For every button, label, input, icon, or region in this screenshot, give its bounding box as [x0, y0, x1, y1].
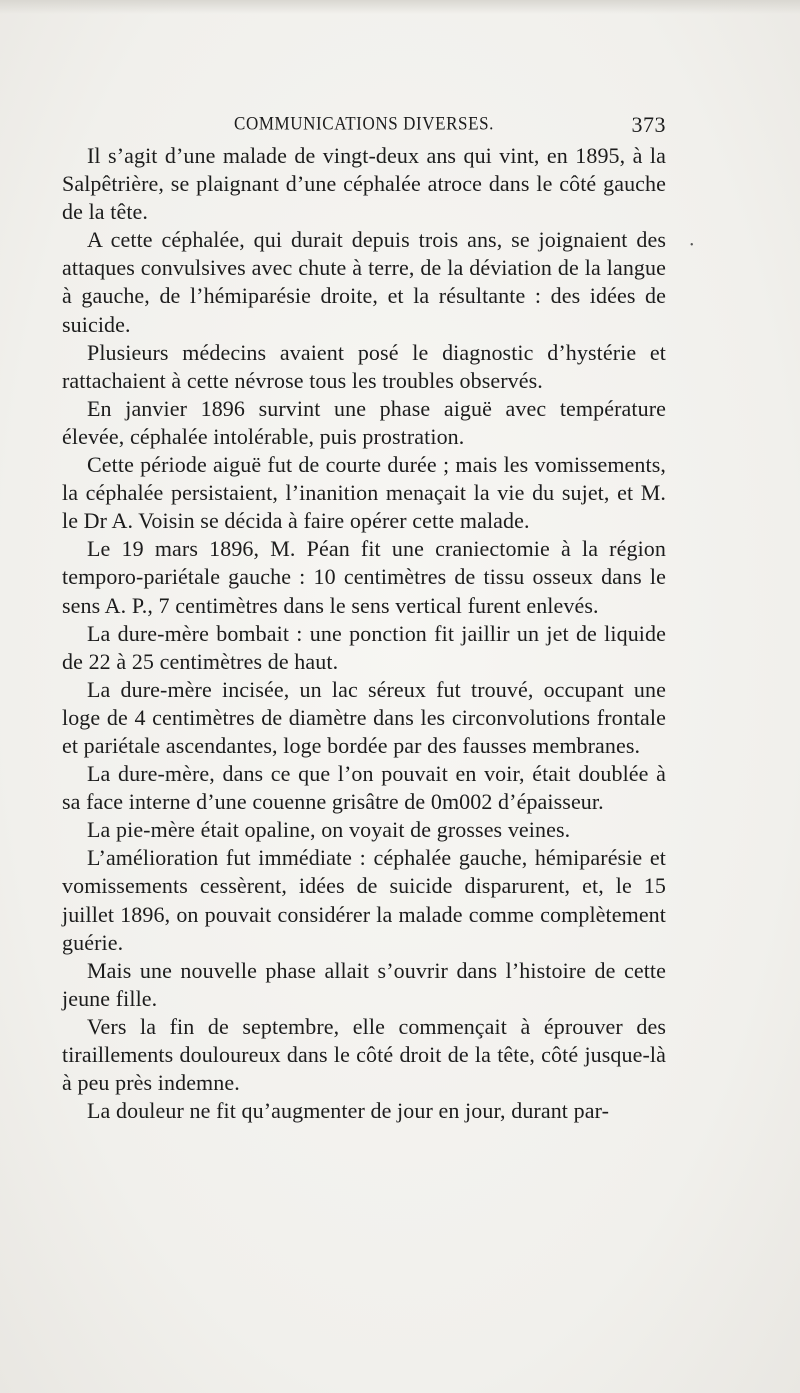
- paragraph: La dure-mère, dans ce que l’on pouvait en voir, était doublée à sa face interne d’une couenne grisâtre de 0m002 d’épaisseur.: [62, 761, 666, 815]
- paragraph: L’amélioration fut immédiate : céphalée gauche, hémiparésie et vomissements cessèrent, idées de suicide disparurent, et, le 15 juillet 1896, on pouvait considérer la malade comme complètement guérie.: [62, 845, 666, 955]
- paragraph: Plusieurs médecins avaient posé le diagnostic d’hystérie et rattachaient à cette névrose tous les troubles observés.: [62, 339, 666, 393]
- paragraph: Il s’agit d’une malade de vingt-deux ans qui vint, en 1895, à la Salpêtrière, se plaignant d’une céphalée atroce dans le côté gauche de la tête.: [62, 143, 666, 225]
- paragraph: Mais une nouvelle phase allait s’ouvrir dans l’histoire de cette jeune fille.: [62, 957, 666, 1011]
- paragraph: A cette céphalée, qui durait depuis trois ans, se joignaient des attaques convulsives avec chute à terre, de la déviation de la langue à gauche, de l’hémiparésie droite, et la résultante : des idées de suicide.: [62, 227, 666, 337]
- paragraph: Cette période aiguë fut de courte durée ; mais les vomissements, la céphalée persistaient, l’inanition menaçait la vie du sujet, et M. le Dr A. Voisin se décida à faire opérer cette malade.: [62, 452, 666, 534]
- body-text: [62, 142, 666, 1125]
- paragraph: La dure-mère incisée, un lac séreux fut trouvé, occupant une loge de 4 centimètres de diamètre dans les circonvolutions frontale et pariétale ascendantes, loge bordée par des fausses membranes.: [62, 676, 666, 758]
- page-top-edge: [0, 0, 800, 14]
- running-head: COMMUNICATIONS DIVERSES.: [234, 113, 494, 134]
- bottom-margin: [0, 1230, 800, 1393]
- page-header: [62, 110, 666, 140]
- paragraph: La pie-mère était opaline, on voyait de grosses veines.: [87, 817, 571, 843]
- paragraph: La douleur ne fit qu’augmenter de jour en jour, durant par-: [87, 1098, 609, 1124]
- paragraph: Le 19 mars 1896, M. Péan fit une craniectomie à la région temporo-pariétale gauche : 10 centimètres de tissu osseux dans le sens A. P., 7 centimètres dans le sens vertical furent enlevés.: [62, 536, 666, 618]
- page-number: 373: [631, 112, 666, 137]
- paragraph: La dure-mère bombait : une ponction fit jaillir un jet de liquide de 22 à 25 centimètres de haut.: [62, 620, 666, 674]
- print-speck: •: [690, 240, 694, 251]
- paragraph: Vers la fin de septembre, elle commençait à éprouver des tiraillements douloureux dans le côté droit de la tête, côté jusque-là à peu près indemne.: [62, 1013, 666, 1096]
- paragraph: En janvier 1896 survint une phase aiguë avec température élevée, céphalée intolérable, puis prostration.: [62, 395, 666, 449]
